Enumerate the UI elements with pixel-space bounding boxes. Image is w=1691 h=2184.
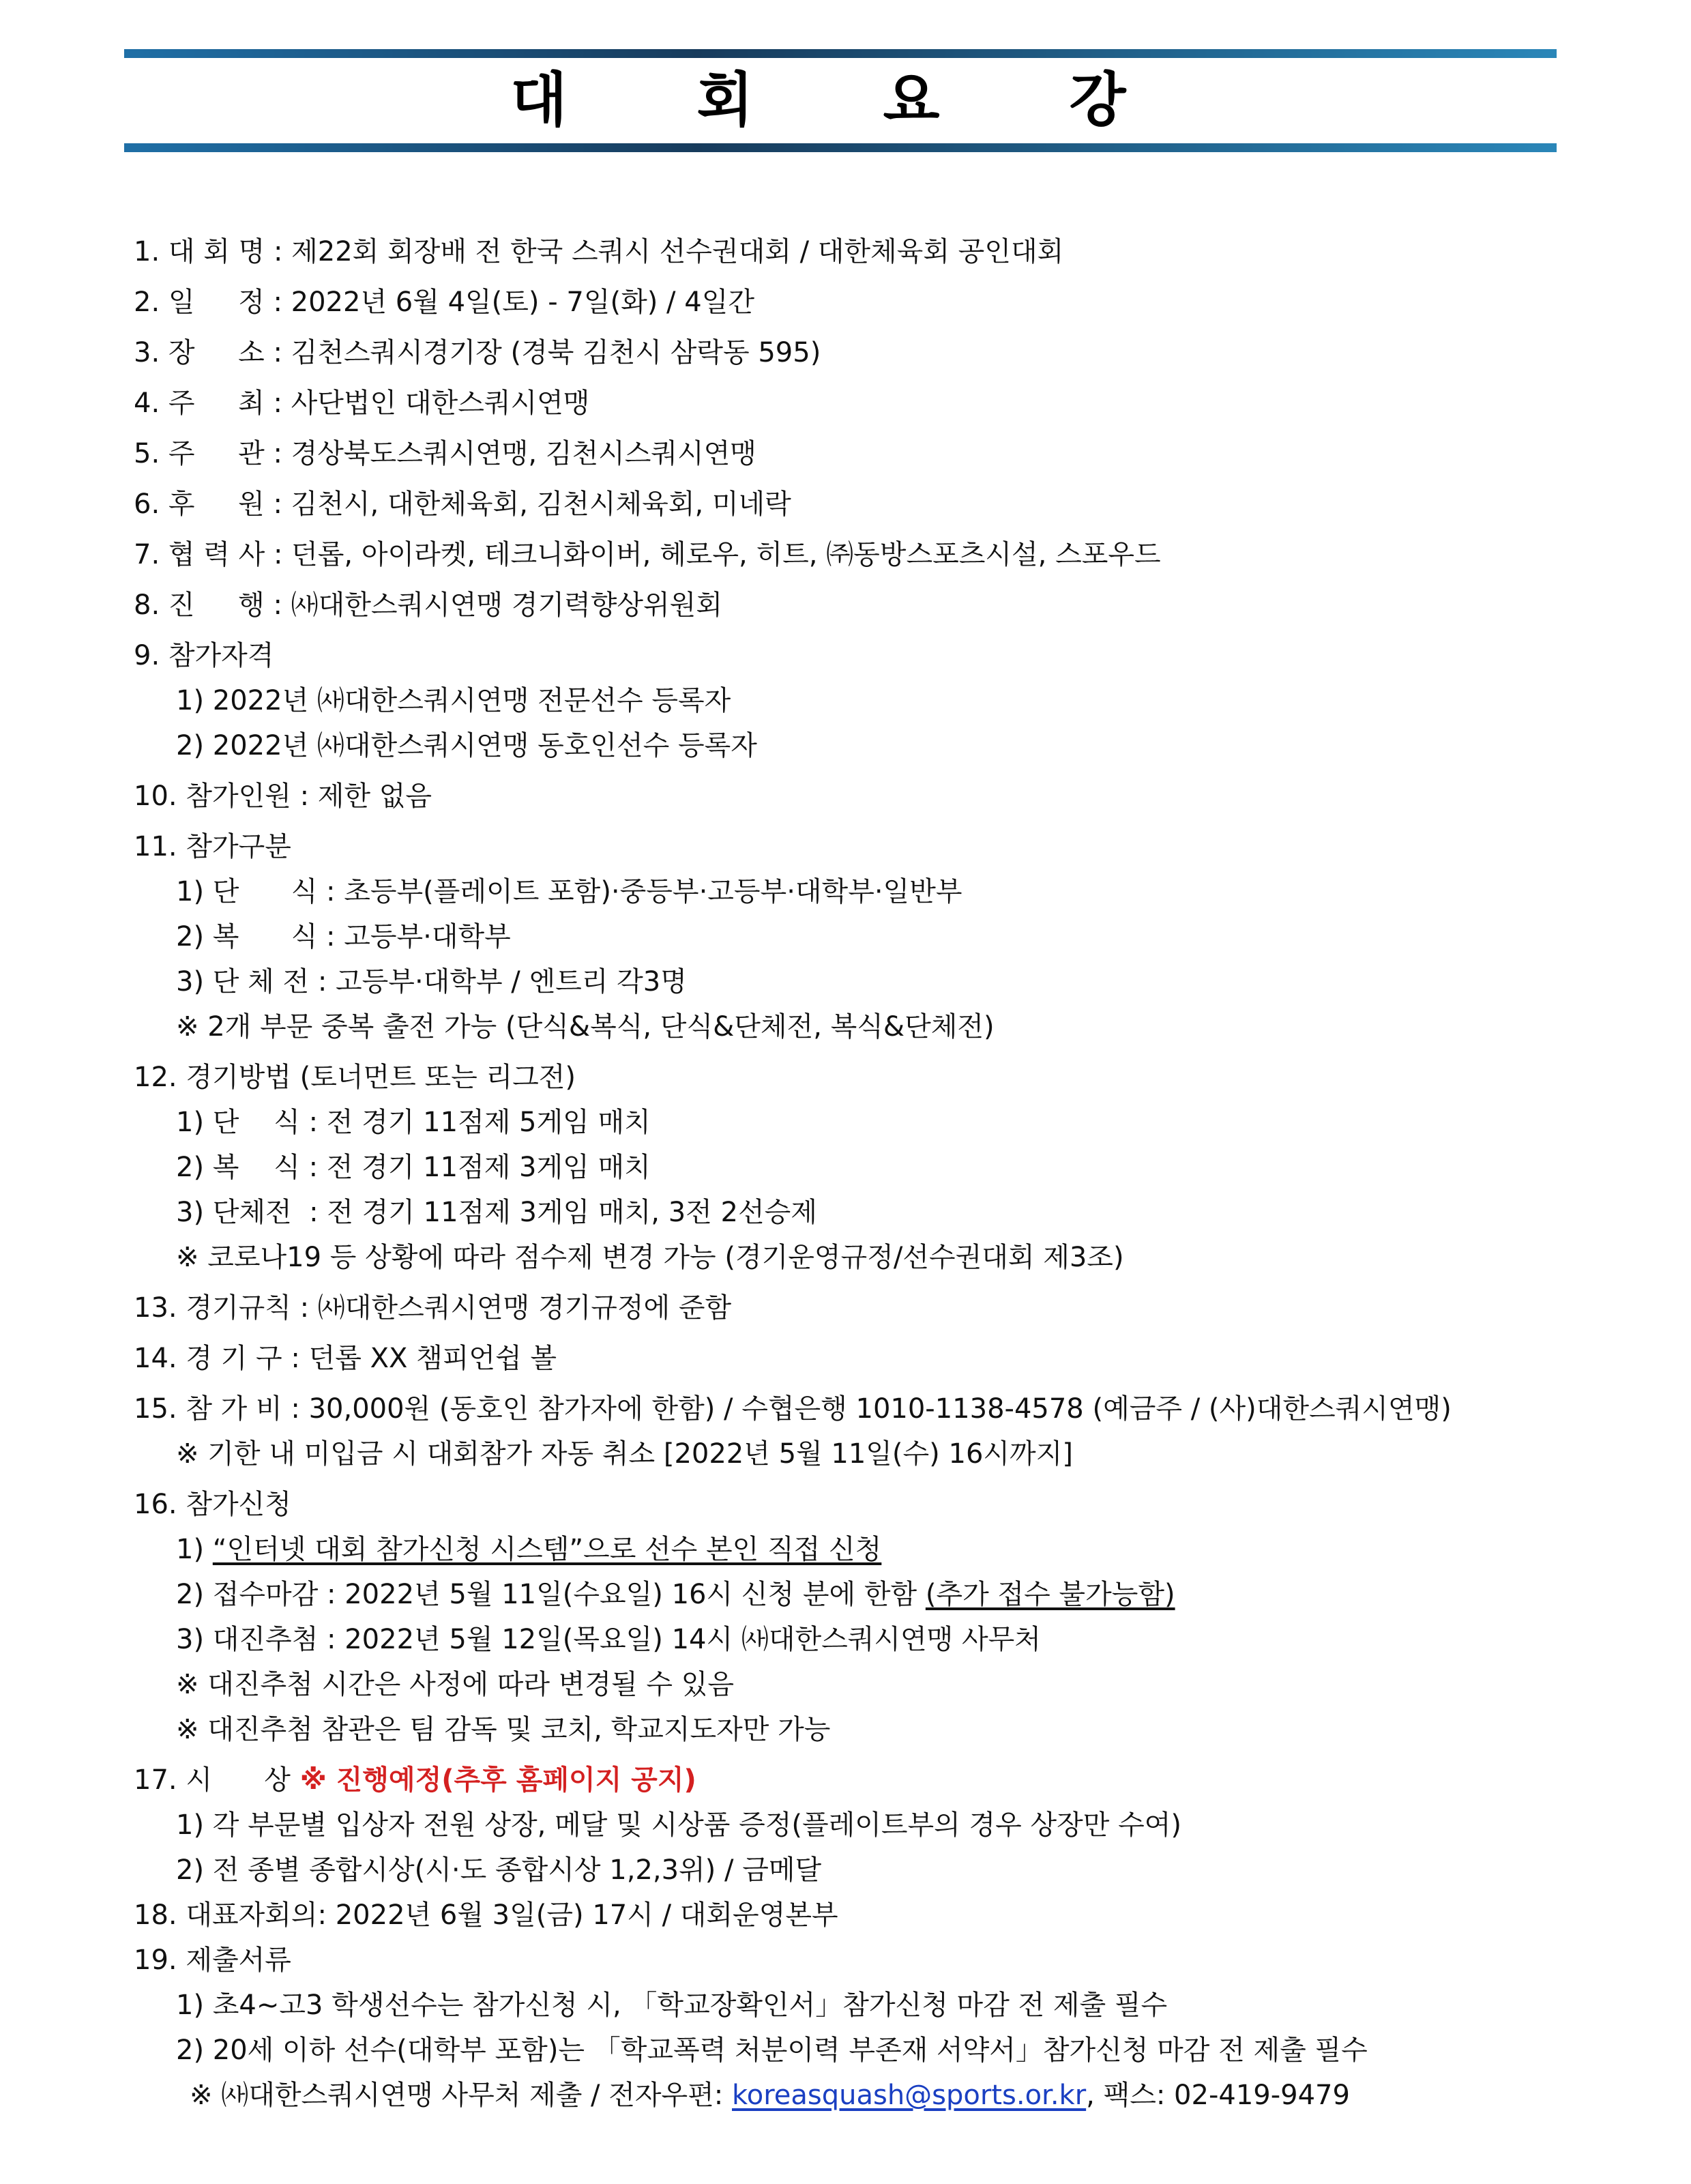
item-venue: 3. 장 소 : 김천스쿼시경기장 (경북 김천시 삼락동 595) [134, 337, 821, 368]
section-documents-heading: 19. 제출서류 [134, 1945, 291, 1976]
application-note-1: ※ 대진추첨 시간은 사정에 따라 변경될 수 있음 [176, 1669, 735, 1700]
section-equipment: 14. 경 기 구 : 던롭 XX 챔피언쉽 볼 [134, 1343, 557, 1374]
application-line-2: 2) 접수마감 : 2022년 5월 11일(수요일) 16시 신청 분에 한함 (추가 접수 불가능함) [176, 1579, 1175, 1610]
documents-line-1: 1) 초4~고3 학생선수는 참가신청 시, 「학교장확인서」참가신청 마감 전 제출 필수 [176, 1990, 1168, 2021]
application-line-1: 1) “인터넷 대회 참가신청 시스템”으로 선수 본인 직접 신청 [176, 1534, 882, 1565]
method-line-1: 1) 단 식 : 전 경기 11점제 5게임 매치 [176, 1107, 651, 1138]
item-host: 4. 주 최 : 사단법인 대한스쿼시연맹 [134, 388, 590, 419]
section-application-heading: 16. 참가신청 [134, 1489, 291, 1520]
item-date: 2. 일 정 : 2022년 6월 4일(토) - 7일(화) / 4일간 [134, 287, 754, 318]
section-fee: 15. 참 가 비 : 30,000원 (동호인 참가자에 한함) / 수협은행 1010-1138-4578 (예금주 / (사)대한스쿼시연맹) [134, 1393, 1452, 1425]
section-divisions-heading: 11. 참가구분 [134, 831, 291, 862]
section-method-heading: 12. 경기방법 (토너먼트 또는 리그전) [134, 1062, 576, 1093]
item-name: 1. 대 회 명 : 제22회 회장배 전 한국 스쿼시 선수권대회 / 대한체육회 공인대회 [134, 236, 1064, 267]
eligibility-line-2: 2) 2022년 ㈔대한스쿼시연맹 동호인선수 등록자 [176, 730, 757, 761]
documents-note: ※ ㈔대한스쿼시연맹 사무처 제출 / 전자우편: koreasquash@sports.or.kr, 팩스: 02-419-9479 [190, 2080, 1350, 2111]
method-note: ※ 코로나19 등 상황에 따라 점수제 변경 가능 (경기운영규정/선수권대회 제3조) [176, 1242, 1124, 1273]
document-body [134, 229, 1566, 2118]
item-sponsor: 6. 후 원 : 김천시, 대한체육회, 김천시체육회, 미네락 [134, 489, 791, 520]
section-awards: 17. 시 상 ※ 진행예정(추후 홈페이지 공지) [134, 1764, 696, 1796]
application-note-2: ※ 대진추첨 참관은 팀 감독 및 코치, 학교지도자만 가능 [176, 1714, 831, 1745]
method-line-2: 2) 복 식 : 전 경기 11점제 3게임 매치 [176, 1152, 651, 1183]
divisions-line-1: 1) 단 식 : 초등부(플레이트 포함)·중등부·고등부·대학부·일반부 [176, 876, 962, 907]
divisions-line-2: 2) 복 식 : 고등부·대학부 [176, 921, 511, 952]
section-participants: 10. 참가인원 : 제한 없음 [134, 781, 432, 812]
top-rule [124, 49, 1557, 58]
method-line-3: 3) 단체전 : 전 경기 11점제 3게임 매치, 3전 2선승제 [176, 1197, 817, 1228]
bottom-rule [124, 143, 1557, 152]
eligibility-line-1: 1) 2022년 ㈔대한스쿼시연맹 전문선수 등록자 [176, 685, 731, 716]
item-partners: 7. 협 력 사 : 던롭, 아이라켓, 테크니화이버, 헤로우, 히트, ㈜동방스포츠시설, 스포우드 [134, 539, 1161, 570]
item-operation: 8. 진 행 : ㈔대한스쿼시연맹 경기력향상위원회 [134, 589, 722, 621]
page-title: 대 회 요 강 [510, 66, 1181, 134]
fee-note: ※ 기한 내 미입금 시 대회참가 자동 취소 [2022년 5월 11일(수) 16시까지] [176, 1438, 1073, 1470]
section-meeting: 18. 대표자회의: 2022년 6월 3일(금) 17시 / 대회운영본부 [134, 1899, 838, 1931]
section-eligibility-heading: 9. 참가자격 [134, 640, 274, 671]
divisions-line-3: 3) 단 체 전 : 고등부·대학부 / 엔트리 각3명 [176, 966, 687, 998]
documents-line-2: 2) 20세 이하 선수(대학부 포함)는 「학교폭력 처분이력 부존재 서약서」참가신청 마감 전 제출 필수 [176, 2035, 1368, 2066]
section-rules: 13. 경기규칙 : ㈔대한스쿼시연맹 경기규정에 준함 [134, 1292, 732, 1324]
awards-line-2: 2) 전 종별 종합시상(시·도 종합시상 1,2,3위) / 금메달 [176, 1854, 822, 1886]
awards-line-1: 1) 각 부문별 입상자 전원 상장, 메달 및 시상품 증정(플레이트부의 경우 상장만 수여) [176, 1809, 1182, 1841]
application-line-3: 3) 대진추첨 : 2022년 5월 12일(목요일) 14시 ㈔대한스쿼시연맹 사무처 [176, 1624, 1041, 1655]
item-organizer: 5. 주 관 : 경상북도스쿼시연맹, 김천시스쿼시연맹 [134, 438, 756, 469]
email-link[interactable]: koreasquash@sports.or.kr [732, 2080, 1087, 2111]
divisions-note: ※ 2개 부문 중복 출전 가능 (단식&복식, 단식&단체전, 복식&단체전) [176, 1011, 995, 1043]
